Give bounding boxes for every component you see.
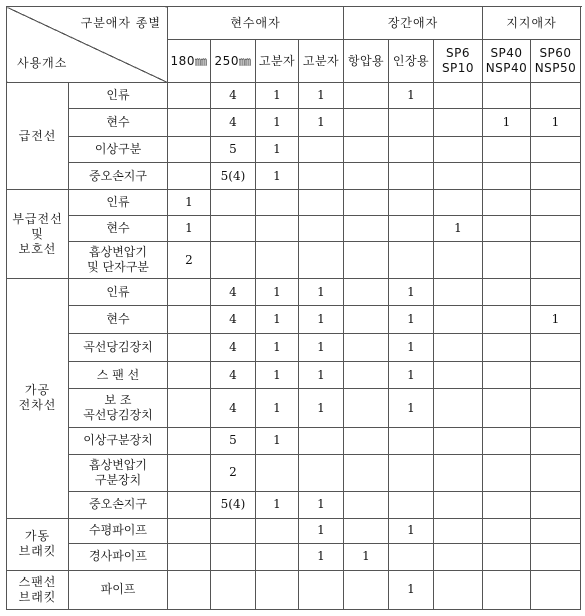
table-row <box>7 216 581 242</box>
column-header: 250㎜ <box>211 40 256 83</box>
table-row <box>7 454 581 491</box>
count-cell: 1 <box>168 216 211 242</box>
table-row <box>7 389 581 427</box>
column-header: 고분자 <box>256 40 299 83</box>
count-cell: 1 <box>531 109 581 137</box>
count-cell <box>168 109 211 137</box>
count-cell <box>434 109 483 137</box>
count-cell <box>299 137 344 163</box>
count-cell <box>483 491 531 518</box>
count-cell <box>531 137 581 163</box>
count-cell: 1 <box>344 543 389 570</box>
column-header: SP6 SP10 <box>434 40 483 83</box>
count-cell <box>344 109 389 137</box>
count-cell <box>389 454 434 491</box>
count-cell: 4 <box>211 109 256 137</box>
count-cell: 1 <box>256 389 299 427</box>
count-cell <box>299 242 344 279</box>
row-label: 경사파이프 <box>69 543 168 570</box>
count-cell <box>344 427 389 454</box>
count-cell <box>389 163 434 190</box>
header-corner-cell <box>7 7 168 83</box>
count-cell <box>344 389 389 427</box>
row-label: 곡선당김장치 <box>69 334 168 362</box>
count-cell: 1 <box>256 334 299 362</box>
count-cell <box>344 137 389 163</box>
count-cell <box>389 109 434 137</box>
row-label: 인류 <box>69 190 168 216</box>
column-header: SP40 NSP40 <box>483 40 531 83</box>
count-cell: 1 <box>168 190 211 216</box>
count-cell <box>389 242 434 279</box>
count-cell <box>344 491 389 518</box>
count-cell <box>299 454 344 491</box>
count-cell <box>256 190 299 216</box>
row-label: 현수 <box>69 216 168 242</box>
table-row <box>7 242 581 279</box>
column-header: 항압용 <box>344 40 389 83</box>
count-cell <box>211 216 256 242</box>
group-header-support: 지지애자 <box>483 7 581 40</box>
column-header: 고분자 <box>299 40 344 83</box>
count-cell <box>299 163 344 190</box>
count-cell <box>344 334 389 362</box>
count-cell <box>531 334 581 362</box>
row-label: 인류 <box>69 279 168 306</box>
count-cell <box>434 334 483 362</box>
count-cell <box>389 190 434 216</box>
header-group-row <box>7 7 581 40</box>
count-cell <box>168 491 211 518</box>
count-cell <box>299 427 344 454</box>
row-label: 스 팬 선 <box>69 362 168 389</box>
count-cell <box>531 570 581 609</box>
count-cell <box>344 279 389 306</box>
count-cell <box>483 306 531 334</box>
count-cell: 1 <box>256 137 299 163</box>
count-cell <box>344 570 389 609</box>
count-cell <box>483 543 531 570</box>
count-cell <box>483 454 531 491</box>
row-label: 이상구분장치 <box>69 427 168 454</box>
table-row <box>7 491 581 518</box>
table-row <box>7 362 581 389</box>
group-header-suspension: 현수애자 <box>168 7 344 40</box>
count-cell <box>211 570 256 609</box>
count-cell <box>483 427 531 454</box>
row-label: 중오손지구 <box>69 163 168 190</box>
count-cell: 5(4) <box>211 491 256 518</box>
count-cell <box>434 190 483 216</box>
count-cell: 4 <box>211 362 256 389</box>
count-cell <box>256 242 299 279</box>
count-cell <box>434 279 483 306</box>
count-cell <box>299 190 344 216</box>
group-header-long-rod: 장간애자 <box>344 7 483 40</box>
count-cell <box>434 543 483 570</box>
count-cell: 1 <box>256 306 299 334</box>
count-cell: 1 <box>389 334 434 362</box>
count-cell <box>434 389 483 427</box>
count-cell <box>168 570 211 609</box>
count-cell <box>434 427 483 454</box>
count-cell <box>389 427 434 454</box>
table-row <box>7 137 581 163</box>
table-row <box>7 83 581 109</box>
count-cell <box>531 389 581 427</box>
count-cell <box>483 190 531 216</box>
table-row <box>7 543 581 570</box>
count-cell: 1 <box>299 306 344 334</box>
table-row <box>7 570 581 609</box>
count-cell: 1 <box>434 216 483 242</box>
count-cell: 1 <box>389 362 434 389</box>
count-cell <box>483 216 531 242</box>
row-label: 현수 <box>69 109 168 137</box>
count-cell <box>531 427 581 454</box>
count-cell <box>434 491 483 518</box>
count-cell <box>168 454 211 491</box>
count-cell <box>531 242 581 279</box>
section-label: 부급전선 및 보호선 <box>7 190 69 279</box>
count-cell <box>344 83 389 109</box>
table-body <box>7 7 581 610</box>
count-cell <box>531 518 581 543</box>
count-cell <box>344 306 389 334</box>
count-cell: 1 <box>256 362 299 389</box>
count-cell <box>211 242 256 279</box>
count-cell <box>168 83 211 109</box>
count-cell: 1 <box>299 389 344 427</box>
count-cell: 1 <box>531 306 581 334</box>
count-cell <box>344 163 389 190</box>
row-label: 중오손지구 <box>69 491 168 518</box>
count-cell: 4 <box>211 279 256 306</box>
row-label: 현수 <box>69 306 168 334</box>
count-cell: 5(4) <box>211 163 256 190</box>
count-cell <box>211 190 256 216</box>
count-cell <box>389 491 434 518</box>
count-cell <box>168 518 211 543</box>
count-cell <box>531 362 581 389</box>
count-cell <box>211 518 256 543</box>
count-cell: 1 <box>256 163 299 190</box>
row-label: 흡상변압기 구분장치 <box>69 454 168 491</box>
count-cell <box>256 454 299 491</box>
count-cell: 4 <box>211 389 256 427</box>
count-cell <box>531 163 581 190</box>
count-cell <box>434 306 483 334</box>
table-row <box>7 427 581 454</box>
table-row <box>7 334 581 362</box>
count-cell: 1 <box>389 83 434 109</box>
count-cell: 1 <box>256 83 299 109</box>
row-label: 인류 <box>69 83 168 109</box>
row-label: 흡상변압기 및 단자구분 <box>69 242 168 279</box>
count-cell <box>168 163 211 190</box>
count-cell <box>389 137 434 163</box>
count-cell <box>168 137 211 163</box>
count-cell <box>168 427 211 454</box>
count-cell: 4 <box>211 306 256 334</box>
column-header: 인장용 <box>389 40 434 83</box>
count-cell <box>168 389 211 427</box>
count-cell <box>256 518 299 543</box>
count-cell <box>434 83 483 109</box>
count-cell: 4 <box>211 83 256 109</box>
table-row <box>7 190 581 216</box>
table-row <box>7 279 581 306</box>
insulator-usage-table <box>6 6 581 610</box>
count-cell: 1 <box>299 334 344 362</box>
count-cell <box>483 570 531 609</box>
count-cell <box>483 389 531 427</box>
section-label: 스팬선 브래킷 <box>7 570 69 609</box>
count-cell: 2 <box>168 242 211 279</box>
table-row <box>7 109 581 137</box>
count-cell <box>344 454 389 491</box>
count-cell <box>434 518 483 543</box>
count-cell: 1 <box>299 543 344 570</box>
count-cell: 1 <box>389 570 434 609</box>
count-cell: 1 <box>299 491 344 518</box>
count-cell <box>168 279 211 306</box>
count-cell: 1 <box>389 389 434 427</box>
count-cell <box>483 163 531 190</box>
count-cell: 2 <box>211 454 256 491</box>
count-cell <box>389 543 434 570</box>
count-cell <box>434 454 483 491</box>
count-cell <box>434 362 483 389</box>
count-cell <box>211 543 256 570</box>
count-cell <box>168 543 211 570</box>
section-label: 가동 브래킷 <box>7 518 69 570</box>
count-cell <box>256 216 299 242</box>
count-cell <box>434 163 483 190</box>
count-cell: 4 <box>211 334 256 362</box>
type-header-label: 구분애자 종별 <box>80 16 161 30</box>
count-cell: 1 <box>299 518 344 543</box>
count-cell <box>483 362 531 389</box>
count-cell <box>344 362 389 389</box>
count-cell: 1 <box>389 306 434 334</box>
count-cell <box>168 306 211 334</box>
count-cell <box>299 216 344 242</box>
row-label: 보 조 곡선당김장치 <box>69 389 168 427</box>
count-cell <box>389 216 434 242</box>
count-cell <box>531 216 581 242</box>
count-cell: 1 <box>389 279 434 306</box>
section-label: 급전선 <box>7 83 69 190</box>
count-cell <box>434 570 483 609</box>
row-label: 이상구분 <box>69 137 168 163</box>
count-cell <box>434 137 483 163</box>
count-cell <box>168 362 211 389</box>
count-cell: 1 <box>389 518 434 543</box>
count-cell: 1 <box>299 109 344 137</box>
count-cell: 1 <box>299 83 344 109</box>
count-cell <box>299 570 344 609</box>
count-cell <box>344 518 389 543</box>
section-label: 가공 전차선 <box>7 279 69 518</box>
count-cell <box>483 334 531 362</box>
row-label: 수평파이프 <box>69 518 168 543</box>
count-cell <box>531 491 581 518</box>
count-cell <box>344 242 389 279</box>
count-cell <box>531 190 581 216</box>
column-header: SP60 NSP50 <box>531 40 581 83</box>
column-header: 180㎜ <box>168 40 211 83</box>
count-cell: 5 <box>211 137 256 163</box>
table-row <box>7 518 581 543</box>
count-cell: 1 <box>256 279 299 306</box>
count-cell <box>168 334 211 362</box>
count-cell <box>256 543 299 570</box>
count-cell: 5 <box>211 427 256 454</box>
count-cell <box>531 543 581 570</box>
count-cell <box>531 279 581 306</box>
count-cell <box>256 570 299 609</box>
count-cell <box>483 279 531 306</box>
count-cell <box>483 83 531 109</box>
count-cell <box>483 137 531 163</box>
count-cell <box>483 518 531 543</box>
count-cell: 1 <box>256 491 299 518</box>
count-cell <box>434 242 483 279</box>
count-cell: 1 <box>483 109 531 137</box>
count-cell: 1 <box>256 427 299 454</box>
count-cell: 1 <box>299 279 344 306</box>
count-cell <box>344 190 389 216</box>
count-cell <box>531 454 581 491</box>
count-cell <box>344 216 389 242</box>
place-header-label: 사용개소 <box>17 56 68 71</box>
table-row <box>7 163 581 190</box>
count-cell: 1 <box>256 109 299 137</box>
count-cell: 1 <box>299 362 344 389</box>
count-cell <box>531 83 581 109</box>
table-row <box>7 306 581 334</box>
count-cell <box>483 242 531 279</box>
row-label: 파이프 <box>69 570 168 609</box>
